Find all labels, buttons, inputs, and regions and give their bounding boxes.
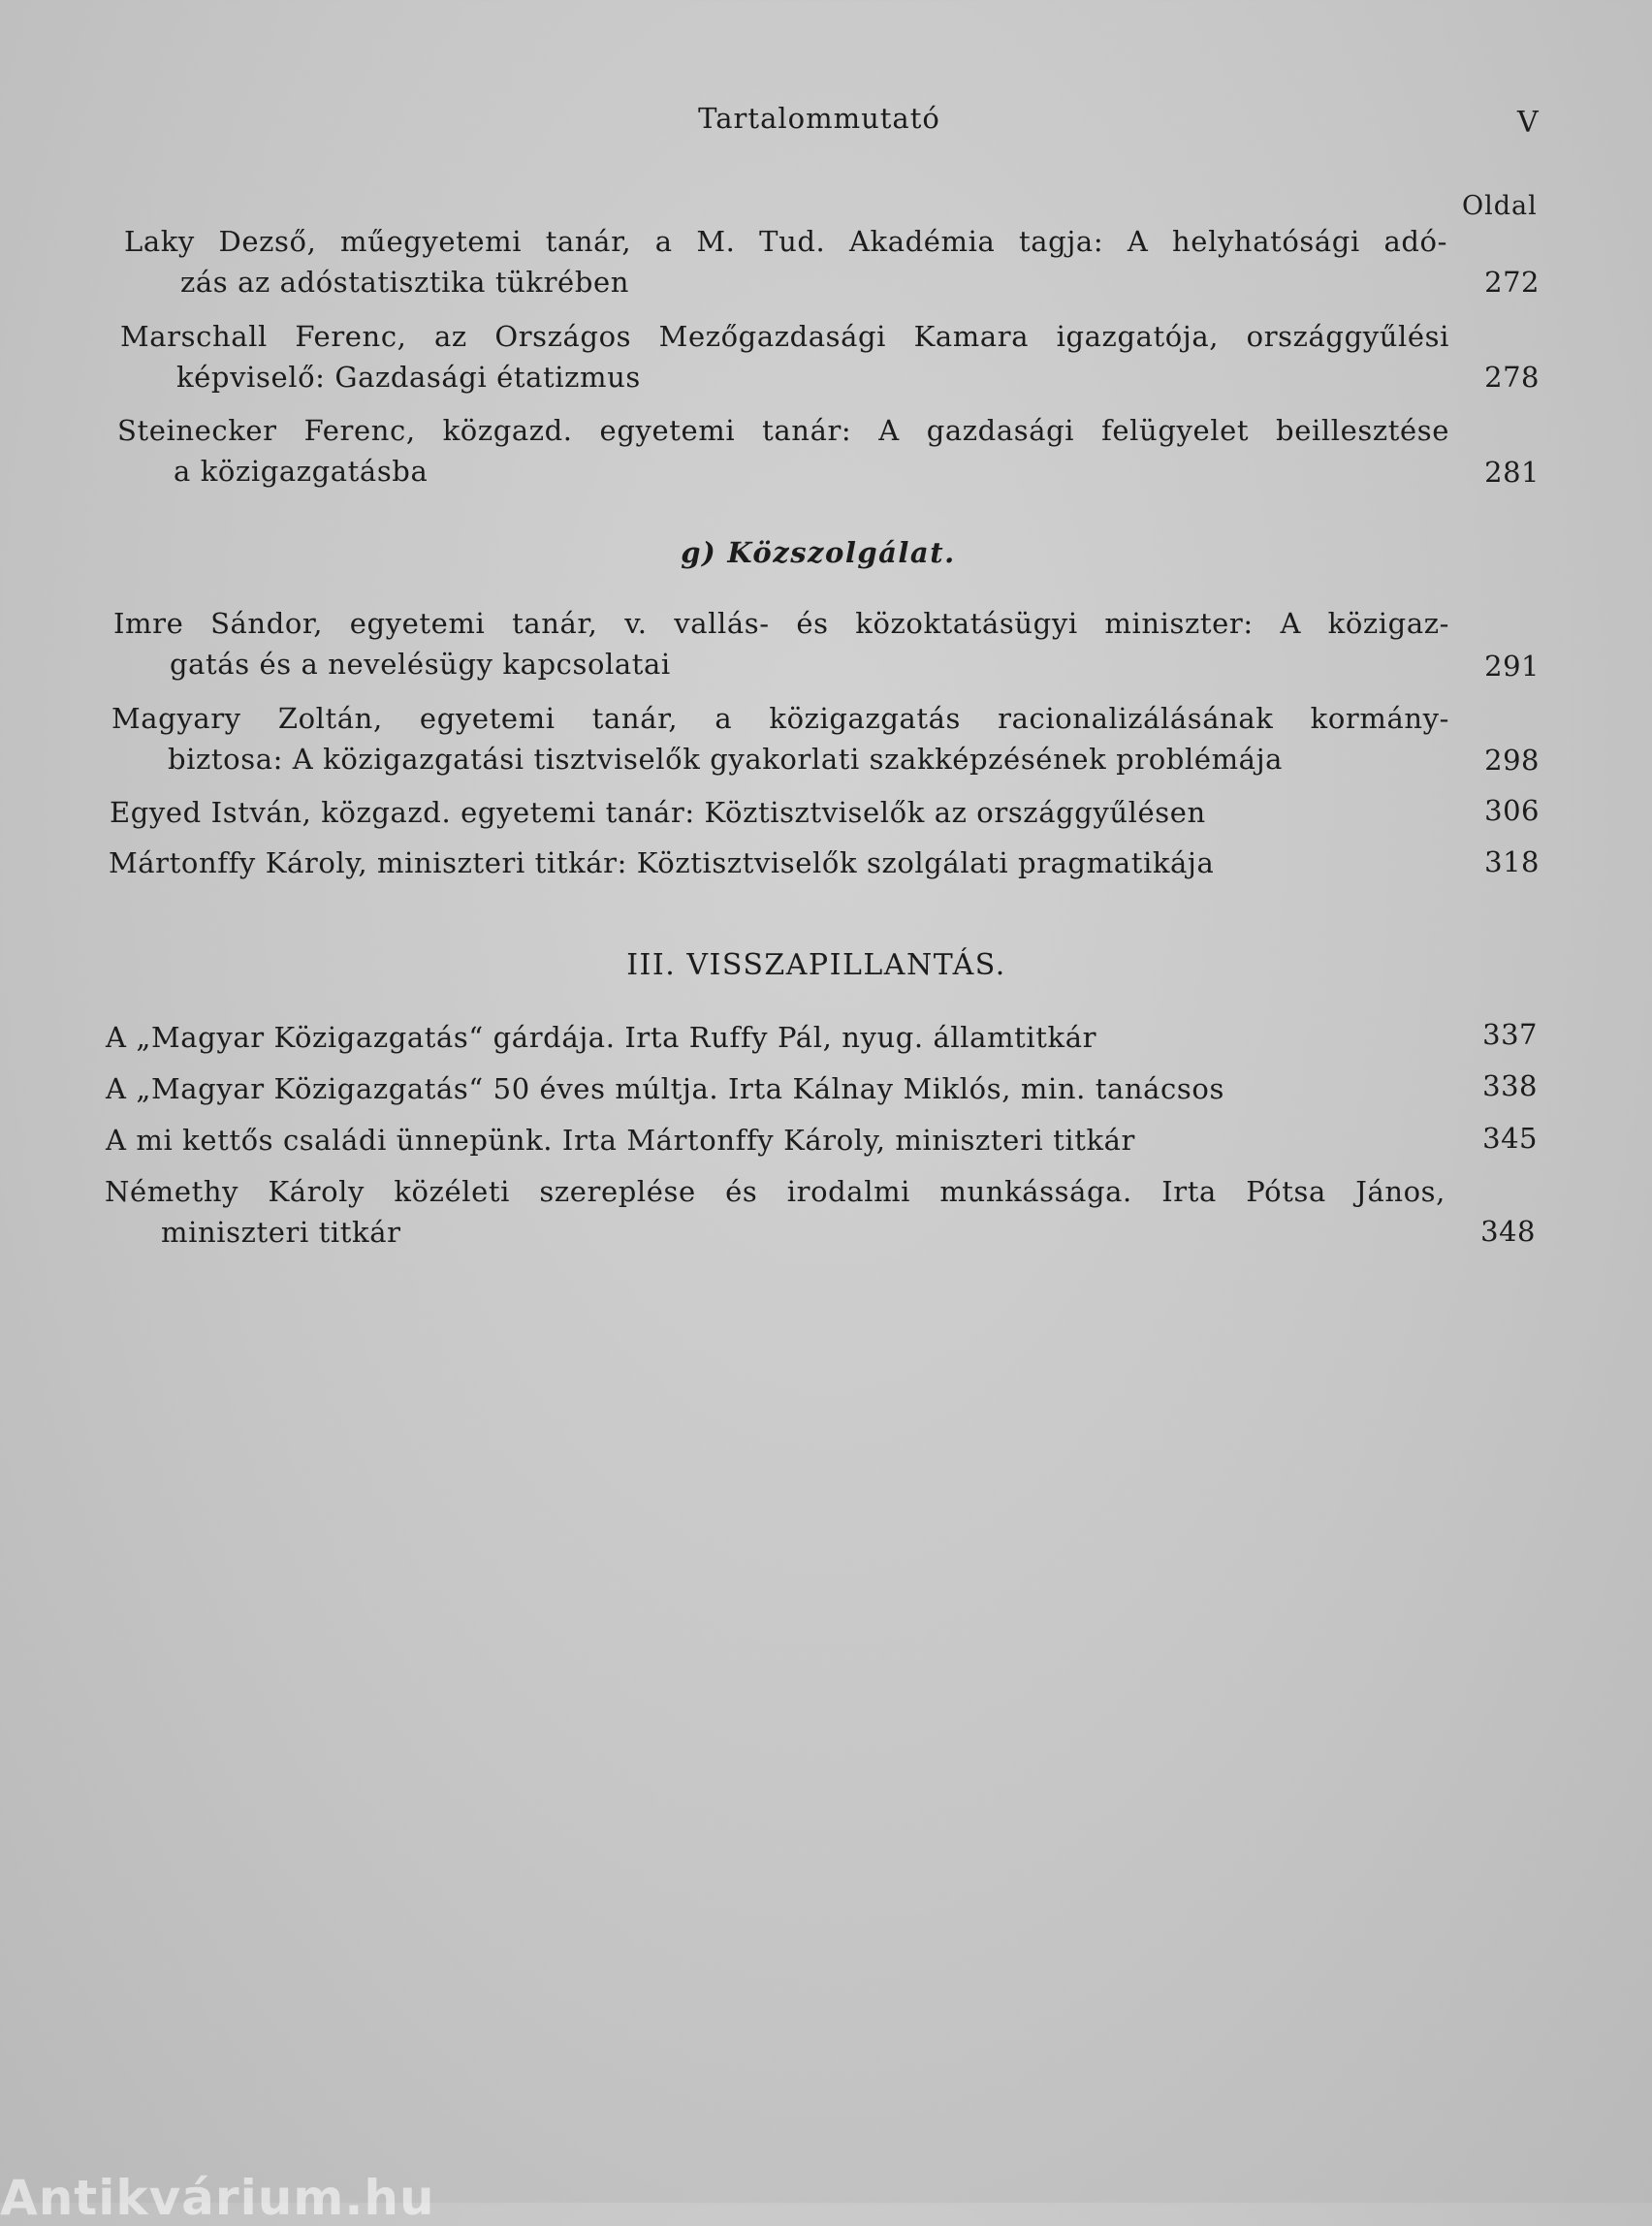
toc-entry-line: Laky Dezső, műegyetemi tanár, a M. Tud. Akadémia tagja: A helyhatósági adó- xyxy=(124,225,1447,258)
toc-entry-line: képviselő: Gazdasági étatizmus xyxy=(176,361,641,394)
toc-entry-line: miniszteri titkár xyxy=(161,1216,401,1249)
toc-entry-line: Némethy Károly közéleti szereplése és irodalmi munkássága. Irta Pótsa János, xyxy=(105,1175,1446,1208)
roman-page-number: V xyxy=(1517,106,1539,140)
toc-entry xyxy=(120,316,1449,398)
toc-entry xyxy=(110,792,1206,833)
page-column-label: Oldal xyxy=(1462,191,1538,221)
toc-entry xyxy=(109,843,1214,883)
toc-entry xyxy=(117,410,1449,492)
running-head-title: Tartalommutató xyxy=(698,102,940,135)
toc-entry-line: Steinecker Ferenc, közgazd. egyetemi tanár: A gazdasági felügyelet beillesztése xyxy=(117,414,1449,447)
toc-page-number: 348 xyxy=(1480,1215,1536,1248)
toc-entry xyxy=(111,698,1449,779)
toc-entry-line: gatás és a nevelésügy kapcsolatai xyxy=(170,648,671,681)
toc-entry-line: A „Magyar Közigazgatás“ 50 éves múltja. Irta Kálnay Miklós, min. tanácsos xyxy=(106,1072,1224,1105)
toc-entry xyxy=(105,1171,1446,1253)
toc-entry xyxy=(106,1120,1135,1161)
toc-entry xyxy=(106,1017,1096,1058)
toc-entry-line: Imre Sándor, egyetemi tanár, v. vallás- és közoktatásügyi miniszter: A közigaz- xyxy=(113,607,1449,640)
toc-entry-line: Egyed István, közgazd. egyetemi tanár: Köztisztviselők az országgyűlésen xyxy=(110,796,1206,829)
toc-page-number: 291 xyxy=(1484,650,1540,683)
toc-page-number: 306 xyxy=(1484,794,1540,827)
toc-page-number: 278 xyxy=(1484,361,1540,394)
toc-entry-line: biztosa: A közigazgatási tisztviselők gyakorlati szakképzésének problémája xyxy=(168,743,1284,776)
toc-page-number: 337 xyxy=(1482,1018,1538,1051)
running-head xyxy=(0,102,1652,141)
toc-entry-line: A mi kettős családi ünnepünk. Irta Mártonffy Károly, miniszteri titkár xyxy=(106,1124,1135,1157)
watermark: Antikvárium.hu xyxy=(0,2170,435,2226)
toc-entry xyxy=(113,603,1449,684)
section-heading-iii xyxy=(0,948,1642,982)
section-heading-title: Közszolgálat. xyxy=(727,536,956,569)
section-heading-prefix: g) xyxy=(681,536,717,569)
toc-entry xyxy=(106,1068,1224,1109)
section-heading-g xyxy=(0,536,1644,570)
toc-page-number: 281 xyxy=(1484,456,1540,489)
toc-entry-line: Mártonffy Károly, miniszteri titkár: Köztisztviselők szolgálati pragmatikája xyxy=(109,846,1215,879)
toc-entry-line: zás az adóstatisztika tükrében xyxy=(180,266,630,299)
toc-page-number: 345 xyxy=(1482,1122,1538,1155)
toc-page-number: 318 xyxy=(1484,845,1540,878)
toc-entry-line: A „Magyar Közigazgatás“ gárdája. Irta Ruffy Pál, nyug. államtitkár xyxy=(106,1021,1097,1054)
section-heading-title: III. VISSZAPILLANTÁS. xyxy=(626,948,1006,982)
toc-page-number: 338 xyxy=(1482,1069,1538,1102)
toc-entry-line: Magyary Zoltán, egyetemi tanár, a közigazgatás racionalizálásának kormány- xyxy=(111,702,1449,735)
toc-entry-line: Marschall Ferenc, az Országos Mezőgazdasági Kamara igazgatója, országgyűlési xyxy=(120,320,1449,353)
toc-entry xyxy=(124,221,1447,302)
toc-entry-line: a közigazgatásba xyxy=(174,455,429,488)
toc-page-number: 298 xyxy=(1484,744,1540,777)
toc-page-number: 272 xyxy=(1484,266,1540,299)
